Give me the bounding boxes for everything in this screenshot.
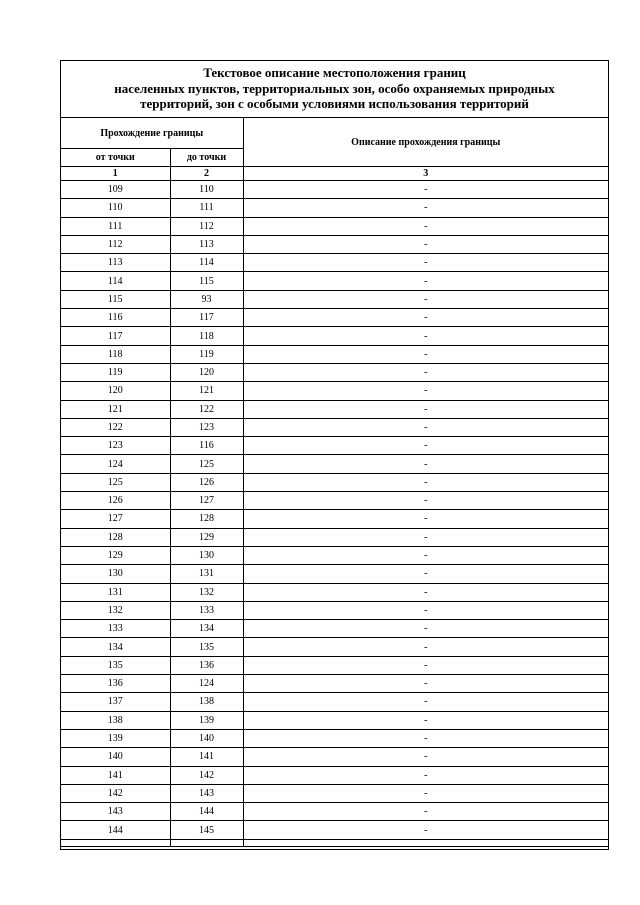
table-row bbox=[61, 309, 608, 327]
column-number-1: 1 bbox=[61, 167, 170, 181]
table-row bbox=[61, 546, 608, 564]
from-point-cell: 140 bbox=[61, 748, 170, 766]
from-point-cell: 143 bbox=[61, 803, 170, 821]
table-row bbox=[61, 729, 608, 747]
from-point-cell: 129 bbox=[61, 546, 170, 564]
table-row bbox=[61, 638, 608, 656]
to-point-cell: 113 bbox=[170, 235, 243, 253]
from-point-cell: 111 bbox=[61, 217, 170, 235]
to-point-cell: 117 bbox=[170, 309, 243, 327]
table-row bbox=[61, 821, 608, 839]
to-point-cell: 93 bbox=[170, 290, 243, 308]
description-cell: - bbox=[243, 217, 608, 235]
from-point-cell: 139 bbox=[61, 729, 170, 747]
from-point-cell: 114 bbox=[61, 272, 170, 290]
to-point-cell: 134 bbox=[170, 620, 243, 638]
description-cell: - bbox=[243, 729, 608, 747]
description-cell: - bbox=[243, 181, 608, 199]
table-tail-row bbox=[61, 839, 608, 846]
from-point-cell: 130 bbox=[61, 565, 170, 583]
description-cell: - bbox=[243, 345, 608, 363]
description-cell: - bbox=[243, 638, 608, 656]
from-point-cell: 142 bbox=[61, 784, 170, 802]
to-point-cell: 125 bbox=[170, 455, 243, 473]
description-cell: - bbox=[243, 235, 608, 253]
from-point-cell: 110 bbox=[61, 199, 170, 217]
to-point-cell: 127 bbox=[170, 492, 243, 510]
to-point-cell: 110 bbox=[170, 181, 243, 199]
title-line-1: Текстовое описание местоположения границ bbox=[203, 65, 466, 80]
description-cell: - bbox=[243, 254, 608, 272]
to-point-cell: 143 bbox=[170, 784, 243, 802]
description-cell: - bbox=[243, 546, 608, 564]
document-title bbox=[61, 61, 608, 118]
description-cell: - bbox=[243, 492, 608, 510]
table-row bbox=[61, 217, 608, 235]
description-cell: - bbox=[243, 565, 608, 583]
description-cell: - bbox=[243, 601, 608, 619]
to-point-cell: 122 bbox=[170, 400, 243, 418]
to-point-cell: 114 bbox=[170, 254, 243, 272]
description-cell: - bbox=[243, 803, 608, 821]
from-point-cell: 118 bbox=[61, 345, 170, 363]
table-row bbox=[61, 437, 608, 455]
from-point-cell: 126 bbox=[61, 492, 170, 510]
description-cell: - bbox=[243, 748, 608, 766]
from-point-cell: 144 bbox=[61, 821, 170, 839]
table-row bbox=[61, 510, 608, 528]
table-row bbox=[61, 400, 608, 418]
description-cell: - bbox=[243, 473, 608, 491]
to-point-cell: 119 bbox=[170, 345, 243, 363]
from-point-cell: 117 bbox=[61, 327, 170, 345]
to-point-cell: 142 bbox=[170, 766, 243, 784]
empty-cell bbox=[170, 839, 243, 846]
description-cell: - bbox=[243, 821, 608, 839]
column-number-2: 2 bbox=[170, 167, 243, 181]
description-cell: - bbox=[243, 583, 608, 601]
empty-cell bbox=[61, 839, 170, 846]
from-point-cell: 125 bbox=[61, 473, 170, 491]
table-row bbox=[61, 583, 608, 601]
to-point-cell: 135 bbox=[170, 638, 243, 656]
table-row bbox=[61, 418, 608, 436]
to-point-cell: 139 bbox=[170, 711, 243, 729]
from-point-cell: 135 bbox=[61, 656, 170, 674]
description-cell: - bbox=[243, 455, 608, 473]
from-point-cell: 131 bbox=[61, 583, 170, 601]
table-row bbox=[61, 254, 608, 272]
table-row bbox=[61, 473, 608, 491]
from-point-cell: 115 bbox=[61, 290, 170, 308]
from-point-cell: 136 bbox=[61, 675, 170, 693]
description-cell: - bbox=[243, 711, 608, 729]
table-row bbox=[61, 382, 608, 400]
description-cell: - bbox=[243, 418, 608, 436]
title-line-3: территорий, зон с особыми условиями использования территорий bbox=[140, 96, 529, 111]
table-row bbox=[61, 803, 608, 821]
to-point-cell: 128 bbox=[170, 510, 243, 528]
description-cell: - bbox=[243, 766, 608, 784]
from-point-cell: 121 bbox=[61, 400, 170, 418]
to-point-cell: 112 bbox=[170, 217, 243, 235]
title-line-2: населенных пунктов, территориальных зон, особо охраняемых природных bbox=[114, 80, 555, 96]
to-point-cell: 133 bbox=[170, 601, 243, 619]
description-cell: - bbox=[243, 620, 608, 638]
document-sheet bbox=[60, 60, 609, 850]
from-point-header: от точки bbox=[61, 149, 170, 167]
from-point-cell: 124 bbox=[61, 455, 170, 473]
description-cell: - bbox=[243, 675, 608, 693]
table-row bbox=[61, 528, 608, 546]
table-row bbox=[61, 675, 608, 693]
table-row bbox=[61, 766, 608, 784]
from-point-cell: 137 bbox=[61, 693, 170, 711]
to-point-cell: 118 bbox=[170, 327, 243, 345]
to-point-cell: 121 bbox=[170, 382, 243, 400]
boundary-table bbox=[61, 118, 608, 847]
from-point-cell: 141 bbox=[61, 766, 170, 784]
table-row bbox=[61, 748, 608, 766]
to-point-cell: 145 bbox=[170, 821, 243, 839]
to-point-cell: 141 bbox=[170, 748, 243, 766]
description-cell: - bbox=[243, 400, 608, 418]
table-row bbox=[61, 363, 608, 381]
table-row bbox=[61, 290, 608, 308]
description-cell: - bbox=[243, 437, 608, 455]
from-point-cell: 116 bbox=[61, 309, 170, 327]
table-row bbox=[61, 272, 608, 290]
table-row bbox=[61, 455, 608, 473]
description-cell: - bbox=[243, 382, 608, 400]
to-point-cell: 130 bbox=[170, 546, 243, 564]
from-point-cell: 122 bbox=[61, 418, 170, 436]
to-point-cell: 129 bbox=[170, 528, 243, 546]
to-point-cell: 124 bbox=[170, 675, 243, 693]
to-point-header: до точки bbox=[170, 149, 243, 167]
table-row bbox=[61, 656, 608, 674]
to-point-cell: 123 bbox=[170, 418, 243, 436]
table-row bbox=[61, 711, 608, 729]
description-cell: - bbox=[243, 528, 608, 546]
to-point-cell: 140 bbox=[170, 729, 243, 747]
table-row bbox=[61, 601, 608, 619]
to-point-cell: 116 bbox=[170, 437, 243, 455]
description-cell: - bbox=[243, 656, 608, 674]
table-row bbox=[61, 565, 608, 583]
table-row bbox=[61, 327, 608, 345]
description-cell: - bbox=[243, 693, 608, 711]
to-point-cell: 111 bbox=[170, 199, 243, 217]
from-point-cell: 112 bbox=[61, 235, 170, 253]
table-row bbox=[61, 235, 608, 253]
to-point-cell: 126 bbox=[170, 473, 243, 491]
description-header: Описание прохождения границы bbox=[243, 118, 608, 167]
table-row bbox=[61, 345, 608, 363]
table-row bbox=[61, 181, 608, 199]
from-point-cell: 123 bbox=[61, 437, 170, 455]
description-cell: - bbox=[243, 784, 608, 802]
description-cell: - bbox=[243, 327, 608, 345]
description-cell: - bbox=[243, 199, 608, 217]
table-row bbox=[61, 693, 608, 711]
description-cell: - bbox=[243, 510, 608, 528]
to-point-cell: 131 bbox=[170, 565, 243, 583]
from-point-cell: 109 bbox=[61, 181, 170, 199]
description-cell: - bbox=[243, 290, 608, 308]
passage-header: Прохождение границы bbox=[61, 118, 243, 149]
to-point-cell: 144 bbox=[170, 803, 243, 821]
to-point-cell: 136 bbox=[170, 656, 243, 674]
table-row bbox=[61, 620, 608, 638]
to-point-cell: 138 bbox=[170, 693, 243, 711]
description-cell: - bbox=[243, 309, 608, 327]
from-point-cell: 127 bbox=[61, 510, 170, 528]
from-point-cell: 113 bbox=[61, 254, 170, 272]
column-number-3: 3 bbox=[243, 167, 608, 181]
to-point-cell: 115 bbox=[170, 272, 243, 290]
from-point-cell: 119 bbox=[61, 363, 170, 381]
table-row bbox=[61, 784, 608, 802]
table-body bbox=[61, 181, 608, 847]
from-point-cell: 138 bbox=[61, 711, 170, 729]
from-point-cell: 134 bbox=[61, 638, 170, 656]
to-point-cell: 132 bbox=[170, 583, 243, 601]
description-cell: - bbox=[243, 363, 608, 381]
table-row bbox=[61, 199, 608, 217]
description-cell: - bbox=[243, 272, 608, 290]
from-point-cell: 120 bbox=[61, 382, 170, 400]
table-row bbox=[61, 492, 608, 510]
from-point-cell: 128 bbox=[61, 528, 170, 546]
empty-cell bbox=[243, 839, 608, 846]
from-point-cell: 132 bbox=[61, 601, 170, 619]
from-point-cell: 133 bbox=[61, 620, 170, 638]
to-point-cell: 120 bbox=[170, 363, 243, 381]
